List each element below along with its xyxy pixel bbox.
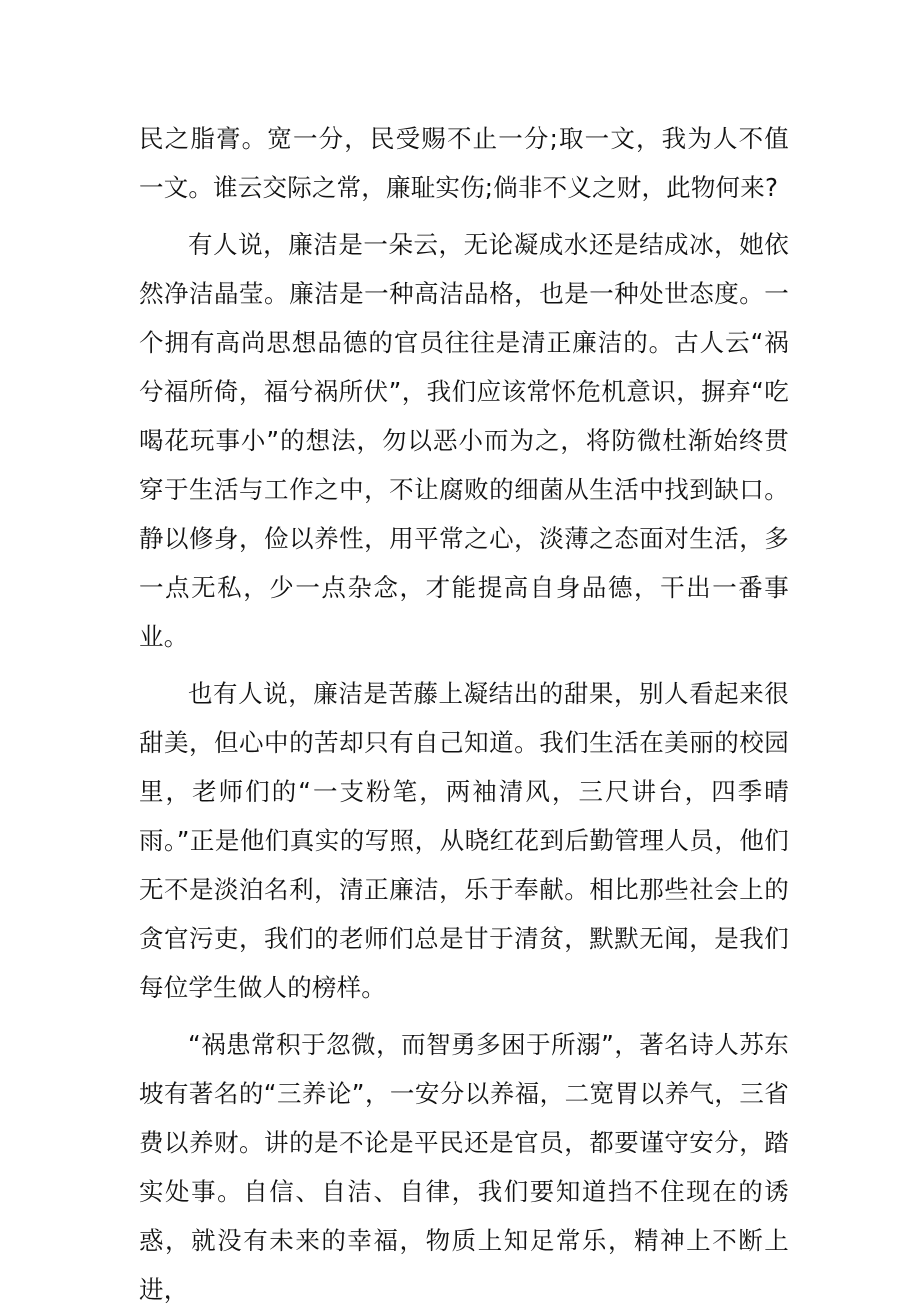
paragraph-integrity-sweet-fruit: 也有人说，廉洁是苦藤上凝结出的甜果，别人看起来很甜美，但心中的苦却只有自己知道。我们生活在美丽的校园里，老师们的“一支粉笔，两袖清风，三尺讲台，四季晴雨。”正是他们真实的写照，从晓红花到后勤管理人员，他们无不是淡泊名利，清正廉洁，乐于奉献。相比那些社会上的贪官污吏，我们的老师们总是甘于清贫，默默无闻，是我们每位学生做人的榜样。 — [139, 679, 789, 1002]
paragraph-continuation: 民之脂膏。宽一分，民受赐不止一分;取一文，我为人不值一文。谁云交际之常，廉耻实伤;倘非不义之财，此物何来? — [139, 124, 789, 202]
document-body — [139, 114, 789, 1314]
paragraph-three-nurtures: “祸患常积于忽微，而智勇多困于所溺”，著名诗人苏东坡有著名的“三养论”，一安分以养福，二宽胃以养气，三省费以养财。讲的是不论是平民还是官员，都要谨守安分，踏实处事。自信、自洁、自律，我们要知道挡不住现在的诱惑，就没有未来的幸福，物质上知足常乐，精神上不断上进， — [139, 1030, 789, 1304]
paragraph-integrity-cloud: 有人说，廉洁是一朵云，无论凝成水还是结成冰，她依然净洁晶莹。廉洁是一种高洁品格，也是一种处世态度。一个拥有高尚思想品德的官员往往是清正廉洁的。古人云“祸兮福所倚，福兮祸所伏”，我们应该常怀危机意识，摒弃“吃喝花玩事小”的想法，勿以恶小而为之，将防微杜渐始终贯穿于生活与工作之中，不让腐败的细菌从生活中找到缺口。静以修身，俭以养性，用平常之心，淡薄之态面对生活，多一点无私，少一点杂念，才能提高自身品德，干出一番事业。 — [139, 230, 789, 651]
